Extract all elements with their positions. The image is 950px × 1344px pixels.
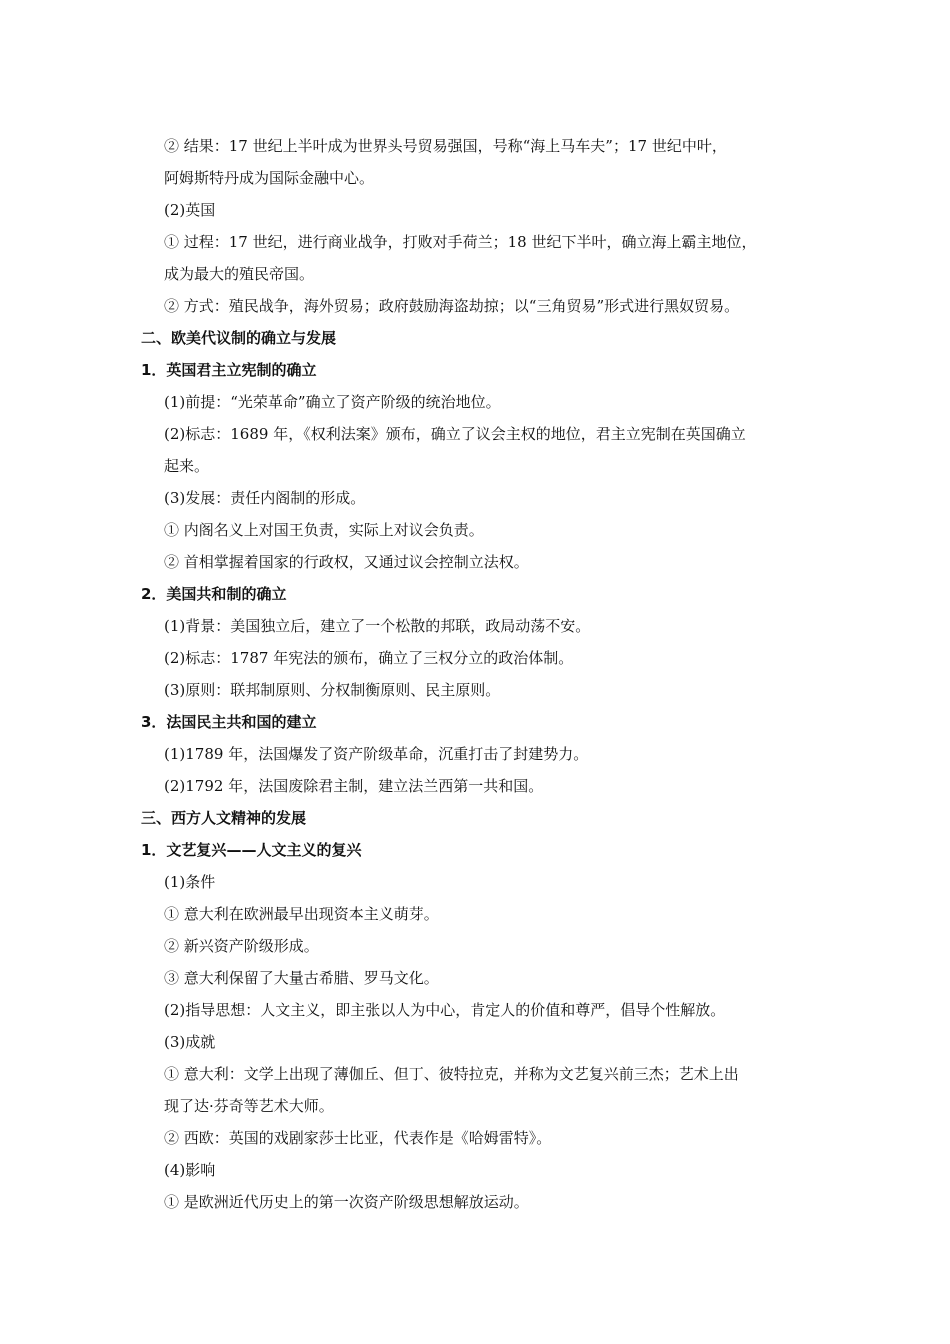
text-line: (2)指导思想：人文主义，即主张以人为中心，肯定人的价值和尊严，倡导个性解放。	[164, 1001, 726, 1019]
section-heading: 三、西方人文精神的发展	[141, 809, 307, 827]
text-line: ① 意大利：文学上出现了薄伽丘、但丁、彼特拉克，并称为文艺复兴前三杰；艺术上出	[164, 1065, 739, 1083]
section-heading: 3．法国民主共和国的建立	[141, 713, 317, 731]
text-line: ② 结果：17 世纪上半叶成为世界头号贸易强国，号称“海上马车夫”；17 世纪中叶，	[164, 137, 727, 155]
text-line: 成为最大的殖民帝国。	[164, 265, 315, 283]
text-line: (4)影响	[164, 1161, 216, 1179]
text-line: (1)条件	[164, 873, 216, 891]
text-line: (3)原则：联邦制原则、分权制衡原则、民主原则。	[164, 681, 501, 699]
text-line: (3)发展：责任内阁制的形成。	[164, 489, 366, 507]
text-line: (1)1789 年，法国爆发了资产阶级革命，沉重打击了封建势力。	[164, 745, 589, 763]
text-line: ③ 意大利保留了大量古希腊、罗马文化。	[164, 969, 439, 987]
section-heading: 2．美国共和制的确立	[141, 585, 287, 603]
text-line: 起来。	[164, 457, 210, 475]
text-line: ② 首相掌握着国家的行政权，又通过议会控制立法权。	[164, 553, 529, 571]
text-line: (1)背景：美国独立后，建立了一个松散的邦联，政局动荡不安。	[164, 617, 591, 635]
section-heading: 1．文艺复兴——人文主义的复兴	[141, 841, 362, 859]
text-line: ② 方式：殖民战争，海外贸易；政府鼓励海盗劫掠；以“三角贸易”形式进行黑奴贸易。	[164, 297, 740, 315]
text-line: (3)成就	[164, 1033, 216, 1051]
text-line: ① 过程：17 世纪，进行商业战争，打败对手荷兰；18 世纪下半叶，确立海上霸主地位，	[164, 233, 757, 251]
text-line: 现了达·芬奇等艺术大师。	[164, 1097, 334, 1115]
text-line: (2)标志：1787 年宪法的颁布，确立了三权分立的政治体制。	[164, 649, 574, 667]
text-line: (2)1792 年，法国废除君主制，建立法兰西第一共和国。	[164, 777, 544, 795]
text-line: ② 新兴资产阶级形成。	[164, 937, 319, 955]
text-line: ① 是欧洲近代历史上的第一次资产阶级思想解放运动。	[164, 1193, 529, 1211]
section-heading: 二、欧美代议制的确立与发展	[141, 329, 337, 347]
text-line: ② 西欧：英国的戏剧家莎士比亚，代表作是《哈姆雷特》。	[164, 1129, 552, 1147]
section-heading: 1．英国君主立宪制的确立	[141, 361, 317, 379]
text-line: (1)前提：“光荣革命”确立了资产阶级的统治地位。	[164, 393, 501, 411]
document-page	[0, 130, 950, 1218]
text-line: ① 意大利在欧洲最早出现资本主义萌芽。	[164, 905, 439, 923]
text-line: ① 内阁名义上对国王负责，实际上对议会负责。	[164, 521, 484, 539]
text-line: (2)英国	[164, 201, 216, 219]
text-line: 阿姆斯特丹成为国际金融中心。	[164, 169, 375, 187]
text-line: (2)标志：1689 年，《权利法案》颁布，确立了议会主权的地位，君主立宪制在英国确立	[164, 425, 746, 443]
